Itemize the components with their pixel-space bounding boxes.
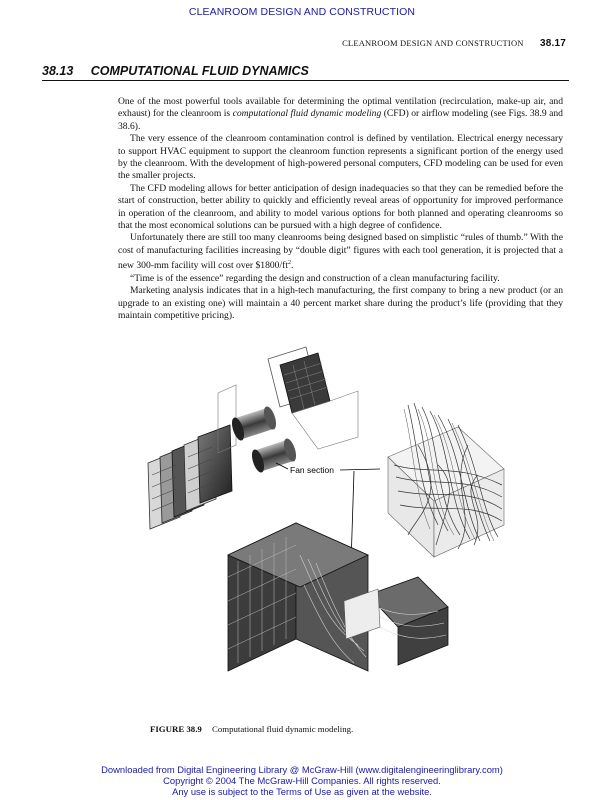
paragraph-4: Unfortunately there are still too many cleanrooms being designed based on simplistic “rules of thumb.” With the cost of manufacturing facilities increasing by “double digit” figures with each tool generation, it is projected that a new 300-mm facility will cost over $\$1800/ft^2$. <box>118 232 563 272</box>
paragraph-1: One of the most powerful tools available for determining the optimal ventilation (recirculation, make-up air, and exhaust) for the cleanroom is computational fluid dynamic modeling (CFD) or airflow modeling (see Figs. 38.9 and 38.6). <box>118 96 563 132</box>
section-title: COMPUTATIONAL FLUID DYNAMICS <box>90 64 309 78</box>
page-number: 38.17 <box>539 38 566 49</box>
running-head-title: CLEANROOM DESIGN AND CONSTRUCTION <box>342 38 524 48</box>
figure-label: FIGURE 38.9 <box>150 724 202 734</box>
cleanroom-model <box>228 523 448 671</box>
section-number: 38.13 <box>42 64 74 78</box>
top-banner: CLEANROOM DESIGN AND CONSTRUCTION <box>188 6 416 18</box>
paragraph-6: Marketing analysis indicates that in a high-tech manufacturing, the first company to bring a new product (or an upgrade to an existing one) will maintain a 40 percent market share during the product’s life (providing that they maintain competitive pricing). <box>118 285 563 322</box>
body-text <box>118 96 563 323</box>
paragraph-3: The CFD modeling allows for better anticipation of design inadequacies so that they can be remedied before the start of construction, better ability to quickly and efficiently reveal areas of opportunity for improved performance in operation of the cleanroom, and ability to model various options for both planned and operating cleanrooms so that the most economical solutions can be pursued with a high degree of confidence. <box>118 182 563 232</box>
section-heading <box>42 64 569 81</box>
footer-terms[interactable]: Any use is subject to the Terms of Use as given at the website. <box>172 786 432 797</box>
filter-panels <box>148 425 232 529</box>
figure-cfd-model <box>118 345 563 717</box>
callout-line-right <box>340 469 380 470</box>
emphasis-cfd: computational fluid dynamic modeling <box>232 108 382 120</box>
fan-section-label: Fan section <box>290 465 334 475</box>
footer-copyright: Copyright © 2004 The McGraw-Hill Companies. All rights reserved. <box>163 775 441 786</box>
footer <box>0 764 604 797</box>
streamline-model <box>388 403 504 557</box>
running-head <box>342 38 566 49</box>
coil-box <box>268 347 358 449</box>
figure-caption-text: Computational fluid dynamic modeling. <box>212 724 354 734</box>
figure-caption <box>150 724 353 734</box>
paragraph-5: “Time is of the essence” regarding the design and construction of a clean manufacturing facility. <box>130 272 500 284</box>
cfd-illustration <box>118 345 563 717</box>
footer-download-link[interactable]: Downloaded from Digital Engineering Library @ McGraw-Hill (www.digitalengineeringlibrary.com) <box>101 764 503 775</box>
paragraph-2: The very essence of the cleanroom contamination control is defined by ventilation. Electrical energy necessary to support HVAC equipment to support the cleanroom function represents a significant portion of the energy used by the cleanroom. With the development of high-powered personal computers, CFD modeling can be used for even the smaller projects. <box>118 133 563 182</box>
